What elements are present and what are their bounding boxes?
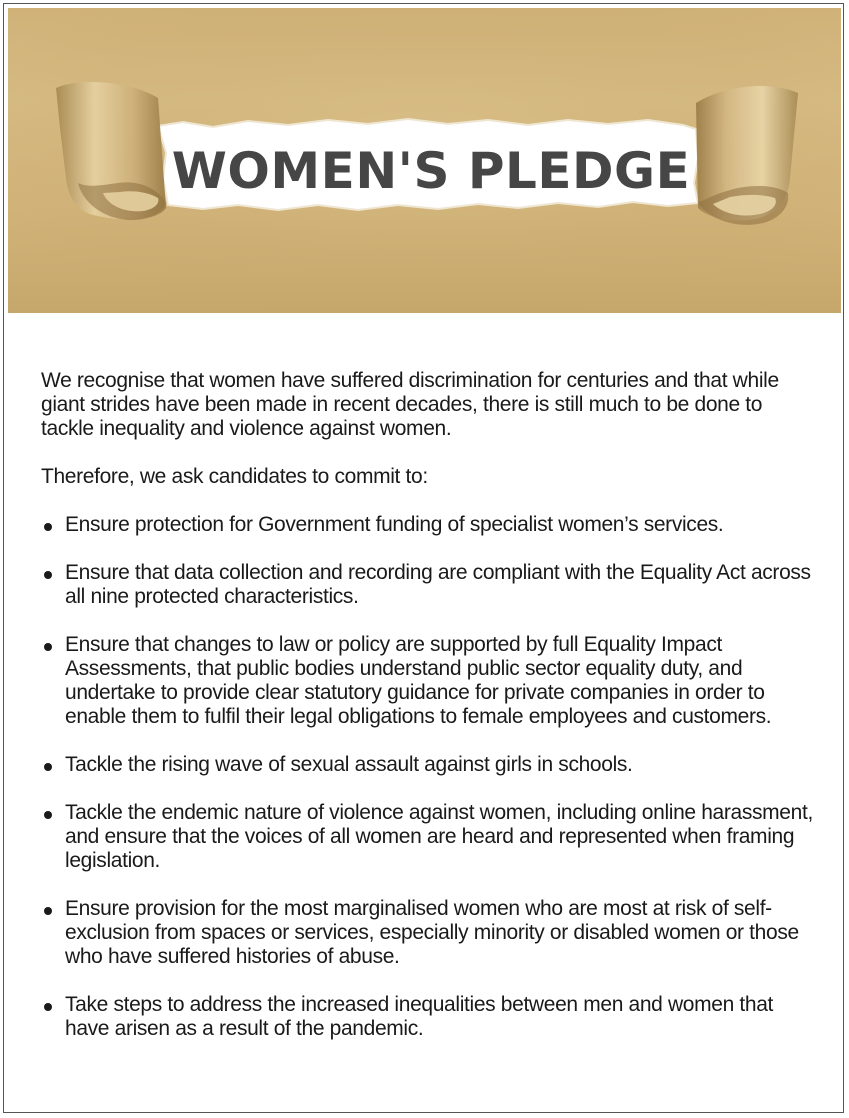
pledge-body xyxy=(41,369,816,1065)
bullet-icon xyxy=(44,811,52,819)
pledge-text: Take steps to address the increased inequalities between men and women that have arisen as a result of the pandemic. xyxy=(65,993,774,1040)
pledge-item xyxy=(41,993,816,1041)
bullet-icon xyxy=(44,1003,52,1011)
pledge-text: Ensure that changes to law or policy are supported by full Equality Impact Assessments, that public bodies understand public sector equality duty, and undertake to provide clear statutory guidance for private companies in order to enable them to fulfil their legal obligations to female employees and customers. xyxy=(65,633,772,728)
bullet-icon xyxy=(44,571,52,579)
pledge-item xyxy=(41,801,816,873)
pledge-text: Ensure that data collection and recording are compliant with the Equality Act across all nine protected characteristics. xyxy=(65,561,811,608)
pledge-item xyxy=(41,753,816,777)
pledge-text: Ensure provision for the most marginalised women who are most at risk of self-exclusion from spaces or services, especially minority or disabled women or those who have suffered histories of abuse. xyxy=(65,897,799,968)
bullet-icon xyxy=(44,907,52,915)
pledge-page xyxy=(3,3,844,1113)
pledge-item xyxy=(41,561,816,609)
pledge-item xyxy=(41,513,816,537)
pledge-text: Tackle the endemic nature of violence against women, including online harassment, and ensure that the voices of all women are heard and represented when framing legislation. xyxy=(65,801,813,872)
bullet-icon xyxy=(44,643,52,651)
page-title: WOMEN'S PLEDGE xyxy=(171,142,691,200)
pledge-text: Ensure protection for Government funding of specialist women’s services. xyxy=(65,513,724,536)
banner-image xyxy=(8,8,841,313)
bullet-icon xyxy=(44,763,52,771)
intro-paragraph: We recognise that women have suffered discrimination for centuries and that while giant strides have been made in recent decades, there is still much to be done to tackle inequality and violence against women. xyxy=(41,369,779,440)
pledge-item xyxy=(41,633,816,729)
pledge-list xyxy=(41,513,816,1041)
pledge-item xyxy=(41,897,816,969)
lead-in-text: Therefore, we ask candidates to commit to: xyxy=(41,465,428,488)
pledge-text: Tackle the rising wave of sexual assault against girls in schools. xyxy=(65,753,633,776)
bullet-icon xyxy=(44,523,52,531)
